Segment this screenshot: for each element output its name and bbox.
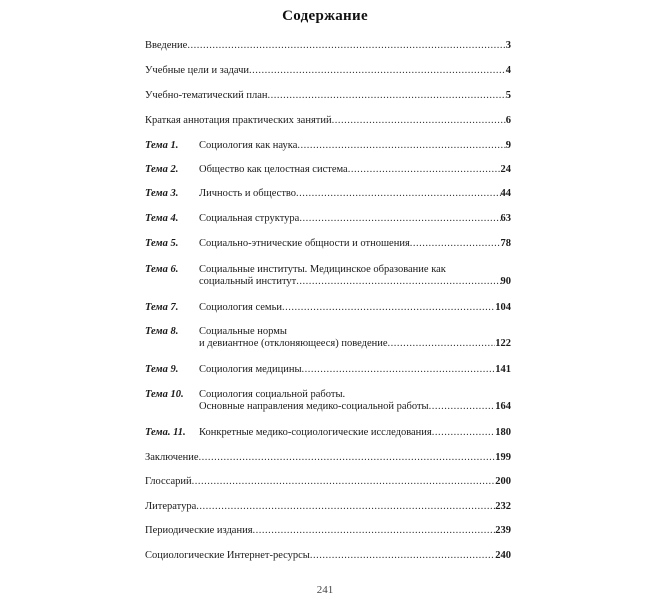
dot-leader: [199, 452, 496, 464]
topic-title: Личность и общество: [199, 188, 297, 199]
page-number: 241: [316, 584, 334, 596]
dot-leader: [410, 238, 501, 250]
dot-leader: [187, 40, 505, 52]
toc-entry-label: Введение: [145, 40, 188, 51]
topic-page: 164: [495, 401, 511, 412]
topic-page: 78: [500, 238, 511, 249]
toc-entry-page: 6: [505, 115, 511, 126]
dot-leader: [296, 188, 500, 200]
topic-title: социальный институт: [199, 276, 297, 287]
toc-entry-page: 5: [505, 90, 511, 101]
dot-leader: [429, 401, 496, 413]
dot-leader: [348, 164, 501, 176]
topic-page: 24: [500, 164, 511, 175]
topic-page: 63: [500, 213, 511, 224]
topic-page: 90: [500, 276, 511, 287]
topic-title-line-1: Социология социальной работы.: [199, 389, 346, 400]
toc-entry-label: Заключение: [145, 452, 199, 463]
dot-leader: [249, 65, 506, 77]
topic-title: Социология как наука: [199, 140, 298, 151]
topic-number: Тема 2.: [145, 164, 179, 175]
topic-number: Тема 10.: [145, 389, 184, 400]
toc-entry-periodicals: [145, 525, 511, 537]
topic-number: Тема. 11.: [145, 427, 186, 438]
topic-title: Социально-этнические общности и отношения: [199, 238, 410, 249]
toc-entry-page: 200: [495, 476, 511, 487]
topic-page: 9: [505, 140, 511, 151]
topic-title: Общество как целостная система: [199, 164, 348, 175]
topic-page: 141: [495, 364, 511, 375]
toc-entry-glossary: [145, 476, 511, 488]
dot-leader: [196, 501, 495, 513]
topic-title: Конкретные медико-социологические исследования: [199, 427, 432, 438]
dot-leader: [432, 427, 496, 439]
topic-title-line-1: Социальные институты. Медицинское образование как: [199, 264, 446, 275]
toc-entry-page: 199: [495, 452, 511, 463]
topic-number: Тема 7.: [145, 302, 179, 313]
toc-entry-label: Литература: [145, 501, 197, 512]
topic-number: Тема 5.: [145, 238, 179, 249]
toc-entry-page: 240: [495, 550, 511, 561]
toc-entry-label: Краткая аннотация практических занятий: [145, 115, 332, 126]
toc-entry-conclusion: [145, 452, 511, 464]
toc-entry-page: 239: [495, 525, 511, 536]
dot-leader: [253, 525, 496, 537]
topic-number: Тема 6.: [145, 264, 179, 275]
dot-leader: [332, 115, 506, 127]
topic-title: Основные направления медико-социальной работы: [199, 401, 429, 412]
topic-number: Тема 8.: [145, 326, 179, 337]
topic-title: Социология семьи: [199, 302, 282, 313]
topic-page: 180: [495, 427, 511, 438]
toc-entry-page: 4: [505, 65, 511, 76]
toc-entry-label: Глоссарий: [145, 476, 192, 487]
topic-page: 44: [500, 188, 511, 199]
toc-entry-label: Социологические Интернет-ресурсы: [145, 550, 310, 561]
dot-leader: [296, 276, 500, 288]
dot-leader: [297, 140, 505, 152]
topic-number: Тема 3.: [145, 188, 179, 199]
page-title: Содержание: [282, 8, 368, 24]
dot-leader: [299, 213, 500, 225]
toc-entry-literature: [145, 501, 511, 513]
toc-entry-goals: [145, 65, 511, 77]
toc-entry-page: 232: [495, 501, 511, 512]
topic-number: Тема 9.: [145, 364, 179, 375]
topic-title: Социальная структура: [199, 213, 300, 224]
toc-entry-label: Учебно-тематический план: [145, 90, 268, 101]
topic-page: 104: [495, 302, 511, 313]
dot-leader: [282, 302, 495, 314]
dot-leader: [267, 90, 505, 102]
toc-entry-intro: [145, 40, 511, 52]
toc-entry-label: Учебные цели и задачи: [145, 65, 249, 76]
topic-title: и девиантное (отклоняющееся) поведение: [199, 338, 388, 349]
toc-entry-plan: [145, 90, 511, 102]
toc-entry-page: 3: [505, 40, 511, 51]
dot-leader: [192, 476, 496, 488]
topic-number: Тема 1.: [145, 140, 179, 151]
dot-leader: [388, 338, 496, 350]
toc-entry-label: Периодические издания: [145, 525, 253, 536]
topic-title-line-1: Социальные нормы: [199, 326, 287, 337]
topic-page: 122: [495, 338, 511, 349]
topic-title: Социология медицины: [199, 364, 302, 375]
dot-leader: [302, 364, 496, 376]
table-of-contents: [145, 0, 511, 610]
dot-leader: [310, 550, 495, 562]
toc-entry-annotation: [145, 115, 511, 127]
topic-number: Тема 4.: [145, 213, 179, 224]
toc-entry-internet-resources: [145, 550, 511, 562]
